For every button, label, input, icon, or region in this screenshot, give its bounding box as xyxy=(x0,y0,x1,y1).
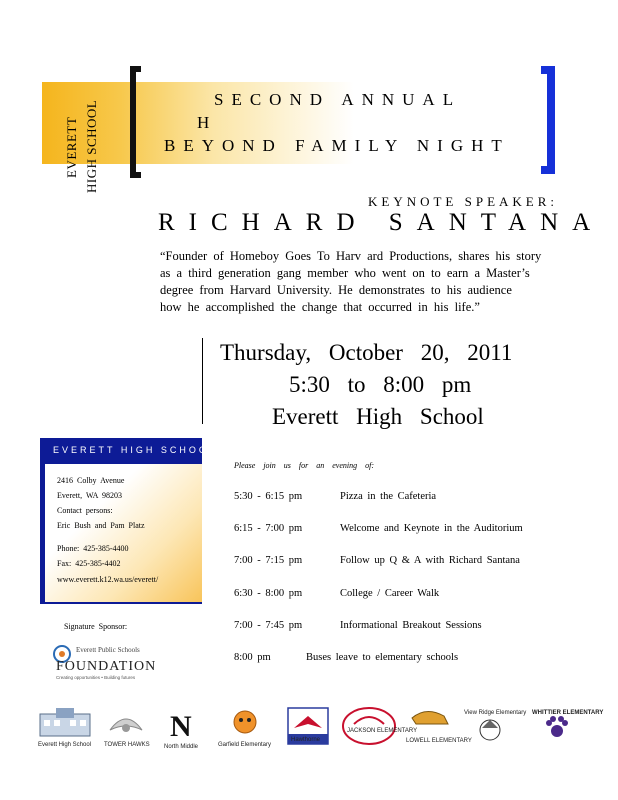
title-line-3: BEYOND FAMILY NIGHT xyxy=(164,136,510,155)
school-name-vertical xyxy=(42,82,134,202)
schedule-time: 8:00 pm xyxy=(234,652,271,663)
schedule-time: 7:00 - 7:15 pm xyxy=(234,555,303,566)
logo-tower-hawks xyxy=(102,704,150,752)
schedule-time: 7:00 - 7:45 pm xyxy=(234,620,303,631)
contact-panel xyxy=(40,438,217,604)
contact-address-line1: 2416 Colby Avenue xyxy=(57,476,125,485)
keynote-label: KEYNOTE SPEAKER: xyxy=(368,194,559,209)
contact-header xyxy=(45,438,217,464)
svg-text:LOWELL ELEMENTARY: LOWELL ELEMENTARY xyxy=(406,738,472,744)
svg-text:View Ridge Elementary: View Ridge Elementary xyxy=(464,710,527,716)
svg-text:TOWER HAWKS: TOWER HAWKS xyxy=(104,742,150,748)
schedule-activity: Informational Breakout Sessions xyxy=(340,620,482,631)
event-time: 5:30 to 8:00 pm xyxy=(289,372,472,397)
left-bracket xyxy=(130,66,141,178)
logo-north-middle xyxy=(160,704,206,752)
schedule-time: 6:30 - 8:00 pm xyxy=(234,588,303,599)
contact-website[interactable]: www.everett.k12.wa.us/everett/ xyxy=(57,575,159,584)
schedule-activity: Follow up Q & A with Richard Santana xyxy=(340,555,520,566)
schedule-activity: Pizza in the Cafeteria xyxy=(340,491,437,502)
contact-phone: Phone: 425-385-4400 xyxy=(57,544,129,553)
logo-everett-high xyxy=(36,704,96,752)
contact-persons-label: Contact persons: xyxy=(57,506,113,515)
foundation-logo-line2: FOUNDATION xyxy=(56,659,157,674)
schedule-activity: Welcome and Keynote in the Auditorium xyxy=(340,523,523,534)
event-location: Everett High School xyxy=(272,404,484,429)
svg-text:N: N xyxy=(170,710,192,743)
title-line-1: SECOND ANNUAL xyxy=(214,90,462,109)
school-name-line2: HIGH SCHOOL xyxy=(84,99,99,193)
svg-text:Garfield Elementary: Garfield Elementary xyxy=(218,742,272,748)
logo-lowell xyxy=(404,704,472,752)
title-line-2: H xyxy=(197,113,218,132)
logo-hawthorne xyxy=(286,704,332,752)
school-name-line1: EVERETT xyxy=(64,116,79,178)
contact-title: EVERETT HIGH SCHOOL xyxy=(53,445,217,455)
quote-line: degree from Harvard University. He demonstrates to his audience xyxy=(160,283,512,297)
svg-text:Hawthorne: Hawthorne xyxy=(291,737,321,743)
logo-whittier xyxy=(530,704,604,752)
date-divider xyxy=(202,338,203,424)
logo-garfield xyxy=(216,704,274,752)
event-date: Thursday, October 20, 2011 xyxy=(220,340,513,365)
schedule-time: 5:30 - 6:15 pm xyxy=(234,491,303,502)
contact-persons-names: Eric Bush and Pam Platz xyxy=(57,521,145,530)
quote-line: “Founder of Homeboy Goes To Harv ard Productions, shares his story xyxy=(160,249,542,263)
contact-address-line2: Everett, WA 98203 xyxy=(57,491,122,500)
quote-line: as a third generation gang member who went on to earn a Master’s xyxy=(160,266,530,280)
right-bracket xyxy=(541,66,555,174)
quote-line: how he accomplished the change that occurred in his life.” xyxy=(160,300,480,314)
foundation-logo xyxy=(52,640,170,682)
logo-jackson xyxy=(340,704,418,752)
schedule-activity: Buses leave to elementary schools xyxy=(306,652,459,663)
logo-view-ridge xyxy=(462,704,527,752)
foundation-logo-graphic xyxy=(52,640,170,682)
svg-text:JACKSON ELEMENTARY: JACKSON ELEMENTARY xyxy=(347,728,418,734)
schedule-activity: College / Career Walk xyxy=(340,588,440,599)
svg-text:North Middle: North Middle xyxy=(164,744,199,750)
schedule-intro: Please join us for an evening of: xyxy=(234,461,374,470)
svg-text:WHITTIER ELEMENTARY: WHITTIER ELEMENTARY xyxy=(532,710,604,716)
schedule-time: 6:15 - 7:00 pm xyxy=(234,523,303,534)
foundation-logo-line1: Everett Public Schools xyxy=(76,646,140,654)
svg-text:Everett High School: Everett High School xyxy=(38,742,92,748)
sponsor-label: Signature Sponsor: xyxy=(64,622,128,631)
contact-fax: Fax: 425-385-4402 xyxy=(57,559,121,568)
speaker-name: RICHARD SANTANA xyxy=(158,209,605,236)
foundation-logo-tagline: Creating opportunities • Building futures xyxy=(56,675,136,680)
